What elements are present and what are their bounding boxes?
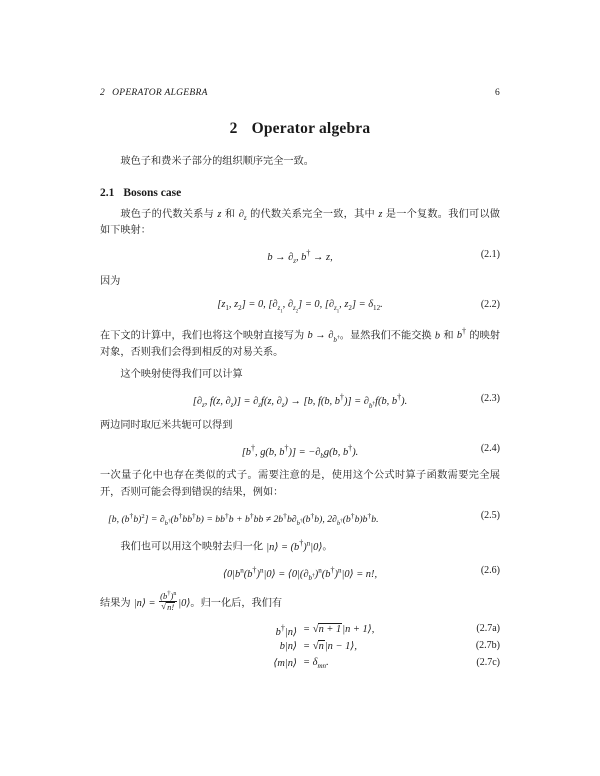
- inline-math-z-2: z: [378, 208, 383, 220]
- inline-math-n-ket: |n⟩ = $(b^\dagger)^n|0⟩$: [266, 538, 323, 553]
- equation-2-2-body: [$z_1$, $z_2] = 0$, [$\partial_{z_1}$, $\partial_{z_2}] = 0$, [$\partial_{z_1}$, $z_2] = \delta_{12}$.: [217, 299, 383, 315]
- equation-2-5-tag: (2.5): [480, 510, 500, 522]
- equation-2-7c: [100, 657, 500, 674]
- paragraph-7-text-b: 。: [322, 541, 333, 553]
- inline-math-normalized-n: |n⟩ = $(b^\dagger)^n$ √ n! |0⟩: [133, 590, 191, 613]
- equation-2-1: [100, 249, 500, 265]
- paragraph-5: 两边同时取厄米共轭可以得到: [100, 419, 233, 431]
- inline-math-b: b: [434, 330, 441, 342]
- inline-math-dz: $\partial_z$: [238, 208, 247, 222]
- equation-2-1-tag: (2.1): [480, 248, 500, 260]
- equation-2-7a-lhs: b†|n⟩: [275, 623, 297, 638]
- paragraph-7: [100, 535, 500, 556]
- paragraph-8-text-a: 结果为: [100, 598, 134, 610]
- equation-2-5-body: [b, $(b^\dagger b)^2] = \partial_{b^\dagger}(b^\dagger bb^\dagger b) = bb^\dagger b + b^\dagger bb \ne 2b^\dagger b\partial_{b^\dagger}(b^\dagger b)$, $2\partial_{b^\dagger}(b^\dagger b)b^\dagger b$.: [108, 510, 379, 527]
- paragraph-3-text-b: 。显然我们不能交换: [339, 330, 435, 342]
- equation-2-3-tag: (2.3): [480, 392, 500, 404]
- equation-2-6-tag: (2.6): [480, 565, 500, 577]
- equation-2-6-body: $⟨0|b^n(b^\dagger)^n|0⟩$ = $⟨0|(\partial_{b^\dagger})^n(b^\dagger)^n|0⟩ = n$!,: [222, 565, 378, 582]
- equation-2-5: [100, 510, 500, 526]
- section-heading-title: Operator algebra: [251, 120, 371, 137]
- equation-2-6: [100, 565, 500, 581]
- running-header: [100, 88, 500, 98]
- section-heading: [100, 120, 500, 138]
- equation-group-2-7: [100, 623, 500, 674]
- paragraph-3-text-c: 和: [440, 330, 457, 342]
- paragraph-1: [100, 207, 500, 240]
- subsection-heading: [100, 187, 500, 199]
- equation-2-7c-rhs: = $\delta_{mn}$.: [303, 657, 329, 671]
- subsection-heading-title: Bosons case: [123, 186, 182, 199]
- paragraph-8-text-b: 。归一化后，我们有: [190, 598, 283, 610]
- equation-2-4-tag: (2.4): [480, 443, 500, 455]
- running-header-section-name: OPERATOR ALGEBRA: [112, 88, 208, 98]
- paragraph-1-text-d: 是一个复数。我们可以做如下映射：: [100, 208, 500, 236]
- equation-2-3-body: [$\partial_z$, f(z, $\partial_z)] = \partial_zf(z$, $\partial_z) \to [b$, f(b, $b^\dagger)] = \partial_{b^\dagger}f(b$, b†).: [192, 392, 408, 410]
- equation-2-2-tag: (2.2): [480, 299, 500, 310]
- paragraph-3-text-a: 在下文的计算中，我们也将这个映射直接写为: [100, 330, 308, 342]
- equation-2-7c-lhs: ⟨m|n⟩: [273, 658, 297, 670]
- equation-2-7a-tag: (2.7a): [476, 623, 500, 635]
- paragraph-1-text-a: 玻色子的代数关系与: [120, 208, 218, 220]
- equation-2-7b-lhs: b|n⟩: [279, 641, 297, 653]
- subsection-heading-number: 2.1: [100, 186, 115, 199]
- equation-2-7b-tag: (2.7b): [475, 640, 500, 652]
- equation-2-7c-tag: (2.7c): [476, 657, 500, 669]
- equation-2-7a: [100, 623, 500, 640]
- paragraph-1-text-c: 的代数关系完全一致，其中: [246, 208, 379, 220]
- inline-math-z-1: z: [217, 208, 222, 220]
- paragraph-7-text-a: 我们也可以用这个映射去归一化: [120, 541, 267, 553]
- paragraph-6: 一次量子化中也存在类似的式子。需要注意的是，使用这个公式时算子函数需要完全展开，否则可能会得到错误的结果，例如：: [100, 470, 500, 498]
- equation-2-4: [100, 443, 500, 459]
- paragraph-1-text-b: 和: [221, 208, 239, 220]
- inline-math-map-b: $b \to \partial_{b^\dagger}$: [307, 330, 340, 344]
- running-header-section-number: 2: [100, 88, 106, 98]
- paragraph-3-text-d: 的映射对象，否则我们会得到相反的对易关系。: [100, 330, 500, 358]
- page-number: 6: [494, 88, 500, 98]
- equation-2-3: [100, 393, 500, 409]
- section-heading-number: 2: [229, 120, 238, 137]
- paragraph-2: 因为: [100, 275, 121, 287]
- equation-2-4-body: [b†, g(b, $b^\dagger)] = -\partial_bg(b$, b†).: [241, 443, 359, 461]
- equation-2-7b: [100, 640, 500, 657]
- paragraph-3: [100, 324, 500, 361]
- equation-2-7b-rhs: = √ n|n − 1⟩,: [303, 639, 357, 653]
- intro-paragraph: 玻色子和费米子部分的组织顺序完全一致。: [120, 156, 314, 167]
- paragraph-4: 这个映射使得我们可以计算: [120, 369, 243, 381]
- equation-2-7a-rhs: = √ n + 1|n + 1⟩,: [303, 622, 375, 636]
- equation-2-2: [100, 299, 500, 315]
- paragraph-8: [100, 590, 500, 613]
- running-header-left: [100, 88, 208, 98]
- equation-2-1-body: $b \to \partial_z$, b† → z,: [267, 248, 333, 266]
- inline-math-b-dagger: b†: [456, 327, 467, 342]
